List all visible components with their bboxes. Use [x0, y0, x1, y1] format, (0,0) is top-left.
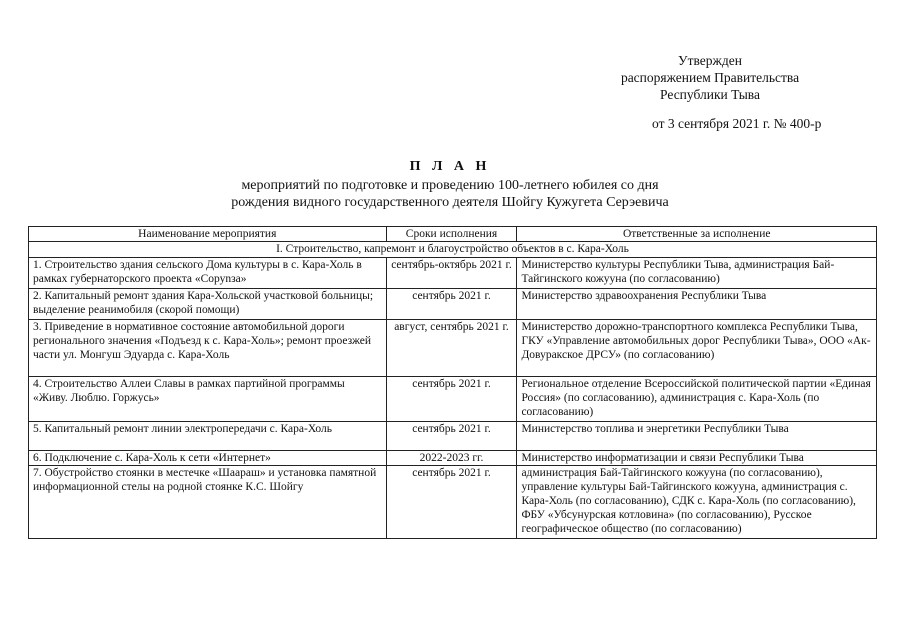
table-row	[29, 422, 877, 451]
table-row	[29, 377, 877, 422]
header-responsible: Ответственные за исполнение	[517, 227, 877, 242]
event-responsible: Министерство топлива и энергетики Республики Тыва	[517, 422, 877, 451]
event-deadline: сентябрь 2021 г.	[386, 466, 517, 539]
table-row	[29, 451, 877, 466]
plan-table	[28, 226, 877, 539]
event-responsible: Министерство здравоохранения Республики Тыва	[517, 289, 877, 320]
approval-stamp	[560, 52, 860, 131]
event-name: 5. Капитальный ремонт линии электропередачи с. Кара-Холь	[29, 422, 387, 451]
section-row	[29, 242, 877, 258]
document-title: П Л А Н	[409, 159, 491, 174]
approval-approved-label: Утвержден	[678, 53, 742, 68]
section-title: I. Строительство, капремонт и благоустройство объектов в с. Кара-Холь	[29, 242, 877, 258]
approval-date: от 3 сентября 2021 г. № 400-р	[652, 116, 822, 131]
event-deadline: август, сентябрь 2021 г.	[386, 320, 517, 377]
event-name: 2. Капитальный ремонт здания Кара-Хольской участковой больницы; выделение реанимобиля (скорой помощи)	[29, 289, 387, 320]
header-event-name: Наименование мероприятия	[29, 227, 387, 242]
event-name: 3. Приведение в нормативное состояние автомобильной дороги регионального значения «Подъезд к с. Кара-Холь»; ремонт проезжей части ул. Монгуш Эдуарда с. Кара-Холь	[29, 320, 387, 377]
event-name: 7. Обустройство стоянки в местечке «Шаараш» и установка памятной информационной стелы на родной стоянке К.С. Шойгу	[29, 466, 387, 539]
table-row	[29, 258, 877, 289]
event-responsible: администрация Бай-Тайгинского кожууна (по согласованию), управление культуры Бай-Тайгинского кожууна, администрация с. Кара-Холь (по согласованию), СДК с. Кара-Холь (по согласованию), ФБУ «Убсунурская котловина» (по согласованию), Русское географическое общество (по согласованию)	[517, 466, 877, 539]
event-name: 4. Строительство Аллеи Славы в рамках партийной программы «Живу. Люблю. Горжусь»	[29, 377, 387, 422]
event-deadline: сентябрь 2021 г.	[386, 422, 517, 451]
table-row	[29, 320, 877, 377]
event-name: 6. Подключение с. Кара-Холь к сети «Интернет»	[29, 451, 387, 466]
event-name: 1. Строительство здания сельского Дома культуры в с. Кара-Холь в рамках губернаторского проекта «Соруnза»	[29, 258, 387, 289]
document-title-block	[200, 158, 700, 211]
event-deadline: сентябрь-октябрь 2021 г.	[386, 258, 517, 289]
event-responsible: Министерство культуры Республики Тыва, администрация Бай-Тайгинского кожууна (по согласованию)	[517, 258, 877, 289]
header-deadline: Сроки исполнения	[386, 227, 517, 242]
event-deadline: сентябрь 2021 г.	[386, 289, 517, 320]
table-row	[29, 466, 877, 539]
table-row	[29, 289, 877, 320]
table-header-row	[29, 227, 877, 242]
event-deadline: сентябрь 2021 г.	[386, 377, 517, 422]
event-deadline: 2022-2023 гг.	[386, 451, 517, 466]
approval-republic-label: Республики Тыва	[660, 87, 760, 102]
document-subtitle-line-2: рождения видного государственного деятеля Шойгу Кужугета Серэевича	[231, 195, 669, 210]
document-subtitle-line-1: мероприятий по подготовке и проведению 100-летнего юбилея со дня	[241, 178, 659, 193]
event-responsible: Региональное отделение Всероссийской политической партии «Единая Россия» (по согласованию), администрация с. Кара-Холь (по согласованию)	[517, 377, 877, 422]
event-responsible: Министерство дорожно-транспортного комплекса Республики Тыва, ГКУ «Управление автомобильных дорог Республики Тыва», ООО «Ак-Довуракское ДРСУ» (по согласованию)	[517, 320, 877, 377]
approval-by-order-label: распоряжением Правительства	[620, 70, 800, 85]
event-responsible: Министерство информатизации и связи Республики Тыва	[517, 451, 877, 466]
